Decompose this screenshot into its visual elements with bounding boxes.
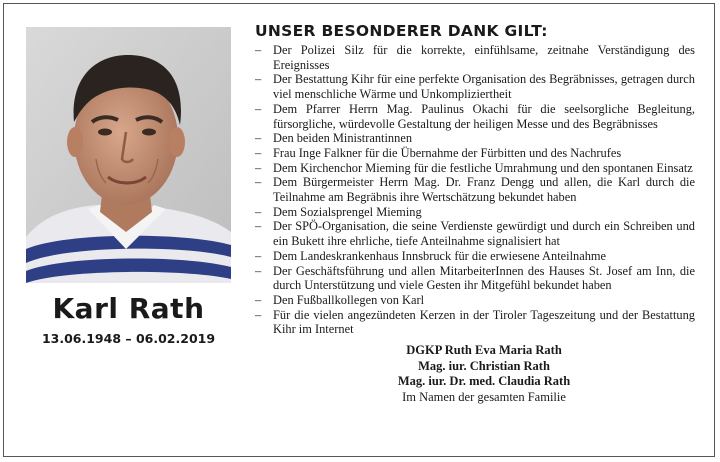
thanks-item-text: Dem Bürgermeister Herrn Mag. Dr. Franz Dengg und allen, die Karl durch die Teilnahme am Begräbnis ihre Wertschätzung bekundet haben [273, 175, 695, 205]
signature-name: Mag. iur. Dr. med. Claudia Rath [397, 374, 571, 389]
thanks-item-text: Der Bestattung Kihr für eine perfekte Organisation des Begräbnisses, getragen durch viel menschliche Wärme und Unkompliziertheit [273, 72, 695, 102]
bullet-dash: – [255, 307, 262, 322]
life-dates: 13.06.1948 – 06.02.2019 [41, 331, 216, 346]
thanks-item-text: Für die vielen angezündeten Kerzen in der Tiroler Tageszeitung und der Bestattung Kihr im Internet [273, 307, 695, 337]
thanks-item-text: Dem Kirchenchor Mieming für die festliche Umrahmung und den spontanen Einsatz [273, 160, 693, 175]
thanks-item [255, 249, 695, 264]
portrait-photo [26, 27, 231, 283]
thanks-item-text: Dem Sozialsprengel Mieming [273, 204, 422, 219]
thanks-item [255, 175, 695, 204]
bullet-dash: – [255, 204, 262, 219]
thanks-item [255, 131, 695, 146]
signature-block [255, 343, 695, 405]
thanks-item-text: Den beiden Ministrantinnen [273, 131, 413, 146]
bullet-dash: – [255, 248, 262, 263]
thanks-item [255, 161, 695, 176]
thanks-item-text: Der Geschäftsführung und allen MitarbeiterInnen des Hauses St. Josef am Inn, die durch Unterstützung und viele Gesten ihr Mitgefühl bekundet haben [273, 263, 695, 293]
thanks-list [255, 43, 695, 337]
deceased-name: Karl Rath [52, 292, 205, 325]
signature-name: DGKP Ruth Eva Maria Rath [406, 343, 562, 358]
thanks-item [255, 43, 695, 72]
thanks-item [255, 219, 695, 248]
thanks-item [255, 72, 695, 101]
thanks-item [255, 293, 695, 308]
bullet-dash: – [255, 175, 262, 190]
thanks-item-text: Frau Inge Falkner für die Übernahme der Fürbitten und des Nachrufes [273, 145, 622, 160]
bullet-dash: – [255, 131, 262, 146]
bullet-dash: – [255, 145, 262, 160]
thanks-item-text: Den Fußballkollegen von Karl [273, 292, 425, 307]
thanks-item-text: Der SPÖ-Organisation, die seine Verdienste gewürdigt und durch ein Schreiben und ein Bukett ihre ehrliche, tiefe Anteilnahme signalisiert hat [273, 219, 695, 249]
thanks-item [255, 308, 695, 337]
thanks-section [255, 22, 695, 405]
thanks-item [255, 205, 695, 220]
thanks-item [255, 102, 695, 131]
bullet-dash: – [255, 72, 262, 87]
thanks-item-text: Dem Pfarrer Herrn Mag. Paulinus Okachi für die seelsorgliche Begleitung, fürsorgliche, würdevolle Gestaltung der heiligen Messe und des Begräbnisses [273, 101, 695, 131]
bullet-dash: – [255, 263, 262, 278]
bullet-dash: – [255, 219, 262, 234]
signature-name: Mag. iur. Christian Rath [418, 358, 550, 373]
bullet-dash: – [255, 160, 262, 175]
thanks-heading: UNSER BESONDERER DANK GILT: [255, 22, 548, 40]
bullet-dash: – [255, 292, 262, 307]
bullet-dash: – [255, 101, 262, 116]
thanks-item [255, 264, 695, 293]
thanks-item-text: Dem Landeskrankenhaus Innsbruck für die erwiesene Anteilnahme [273, 248, 607, 263]
thanks-item [255, 146, 695, 161]
family-note: Im Namen der gesamten Familie [402, 389, 566, 404]
bullet-dash: – [255, 43, 262, 57]
thanks-item-text: Der Polizei Silz für die korrekte, einfühlsame, zeitnahe Verständigung des Ereignisses [273, 43, 695, 72]
